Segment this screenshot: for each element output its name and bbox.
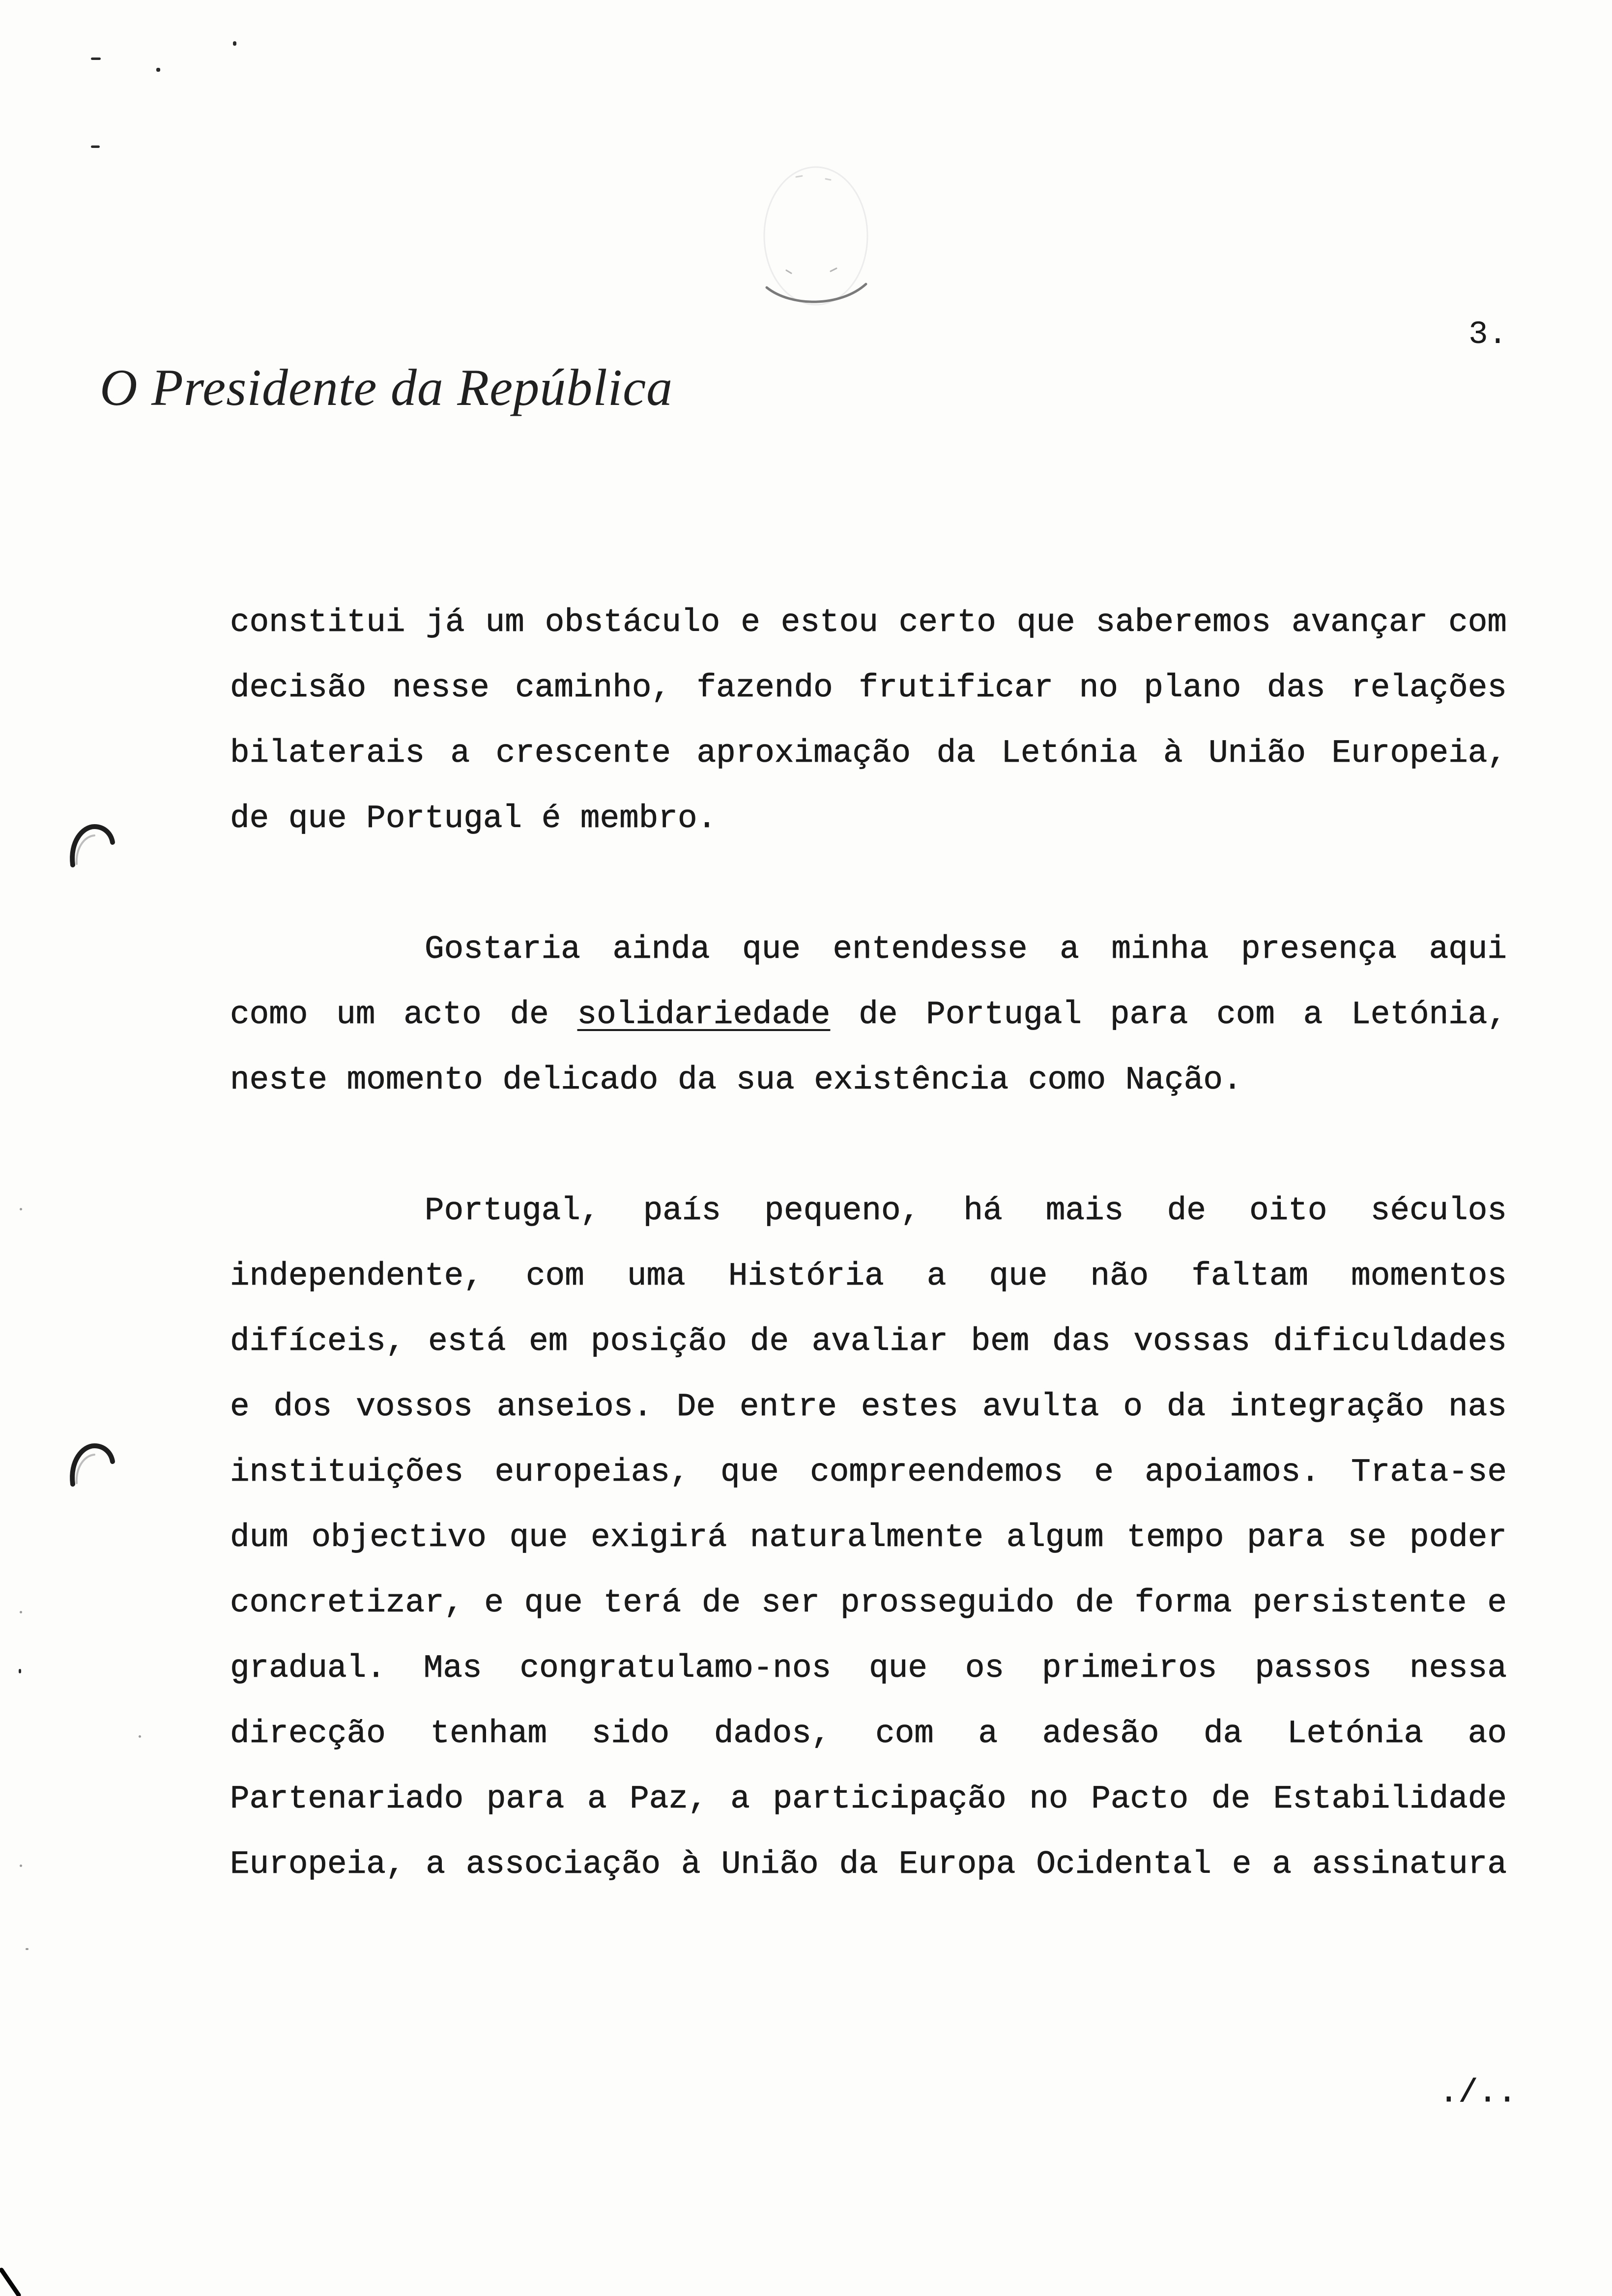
text-line: independente, com uma História a que não faltam momentos bbox=[230, 1258, 1507, 1294]
text-line: e dos vossos anseios. De entre estes avulta o da integração nas bbox=[230, 1388, 1507, 1425]
text-line bbox=[230, 982, 1507, 1047]
scan-speck bbox=[233, 41, 236, 46]
paragraph bbox=[230, 590, 1507, 851]
scan-speck bbox=[26, 1948, 29, 1950]
scan-speck bbox=[20, 1611, 22, 1613]
scan-speck bbox=[19, 1669, 21, 1673]
scan-speck bbox=[91, 57, 101, 60]
faint-seal-impression bbox=[757, 157, 875, 319]
letter-body bbox=[230, 590, 1507, 1897]
page-number: 3. bbox=[1468, 316, 1508, 353]
text-line: Gostaria ainda que entendesse a minha presença aqui bbox=[425, 931, 1507, 968]
text-line: dum objectivo que exigirá naturalmente algum tempo para se poder bbox=[230, 1519, 1507, 1556]
scan-speck bbox=[139, 1735, 141, 1738]
corner-scan-mark bbox=[0, 2268, 25, 2296]
text-line: direcção tenham sido dados, com a adesão da Letónia ao bbox=[230, 1715, 1507, 1752]
text-line: Europeia, a associação à União da Europa Ocidental e a assinatura bbox=[230, 1846, 1507, 1883]
scan-speck bbox=[20, 1865, 22, 1867]
letterhead-title: O Presidente da República bbox=[100, 359, 673, 416]
scan-speck bbox=[20, 1208, 22, 1210]
punch-hole-mark bbox=[64, 1439, 118, 1488]
text-line: Partenariado para a Paz, a participação no Pacto de Estabilidade bbox=[230, 1780, 1507, 1817]
scan-speck bbox=[156, 68, 160, 72]
scan-speck bbox=[91, 145, 100, 148]
text-line: difíceis, está em posição de avaliar bem das vossas dificuldades bbox=[230, 1323, 1507, 1360]
punch-hole-mark bbox=[64, 820, 118, 869]
paragraph bbox=[230, 917, 1507, 1113]
underlined-word: solidariedade bbox=[577, 996, 831, 1033]
text-segment: de Portugal para com a Letónia, bbox=[830, 996, 1507, 1033]
text-line: gradual. Mas congratulamo-nos que os primeiros passos nessa bbox=[230, 1650, 1507, 1687]
text-line: neste momento delicado da sua existência como Nação. bbox=[230, 1062, 1242, 1098]
text-segment: como um acto de bbox=[230, 996, 577, 1033]
text-line: decisão nesse caminho, fazendo frutificar no plano das relações bbox=[230, 669, 1507, 706]
text-line: concretizar, e que terá de ser prosseguido de forma persistente e bbox=[230, 1584, 1507, 1621]
text-line: de que Portugal é membro. bbox=[230, 800, 717, 837]
continuation-mark: ./.. bbox=[1439, 2074, 1517, 2111]
text-line: instituições europeias, que compreendemos e apoiamos. Trata-se bbox=[230, 1454, 1507, 1491]
text-line: bilaterais a crescente aproximação da Letónia à União Europeia, bbox=[230, 735, 1507, 772]
text-line: Portugal, país pequeno, há mais de oito séculos bbox=[425, 1192, 1507, 1229]
paragraph bbox=[230, 1178, 1507, 1897]
text-line: constitui já um obstáculo e estou certo que saberemos avançar com bbox=[230, 604, 1507, 641]
